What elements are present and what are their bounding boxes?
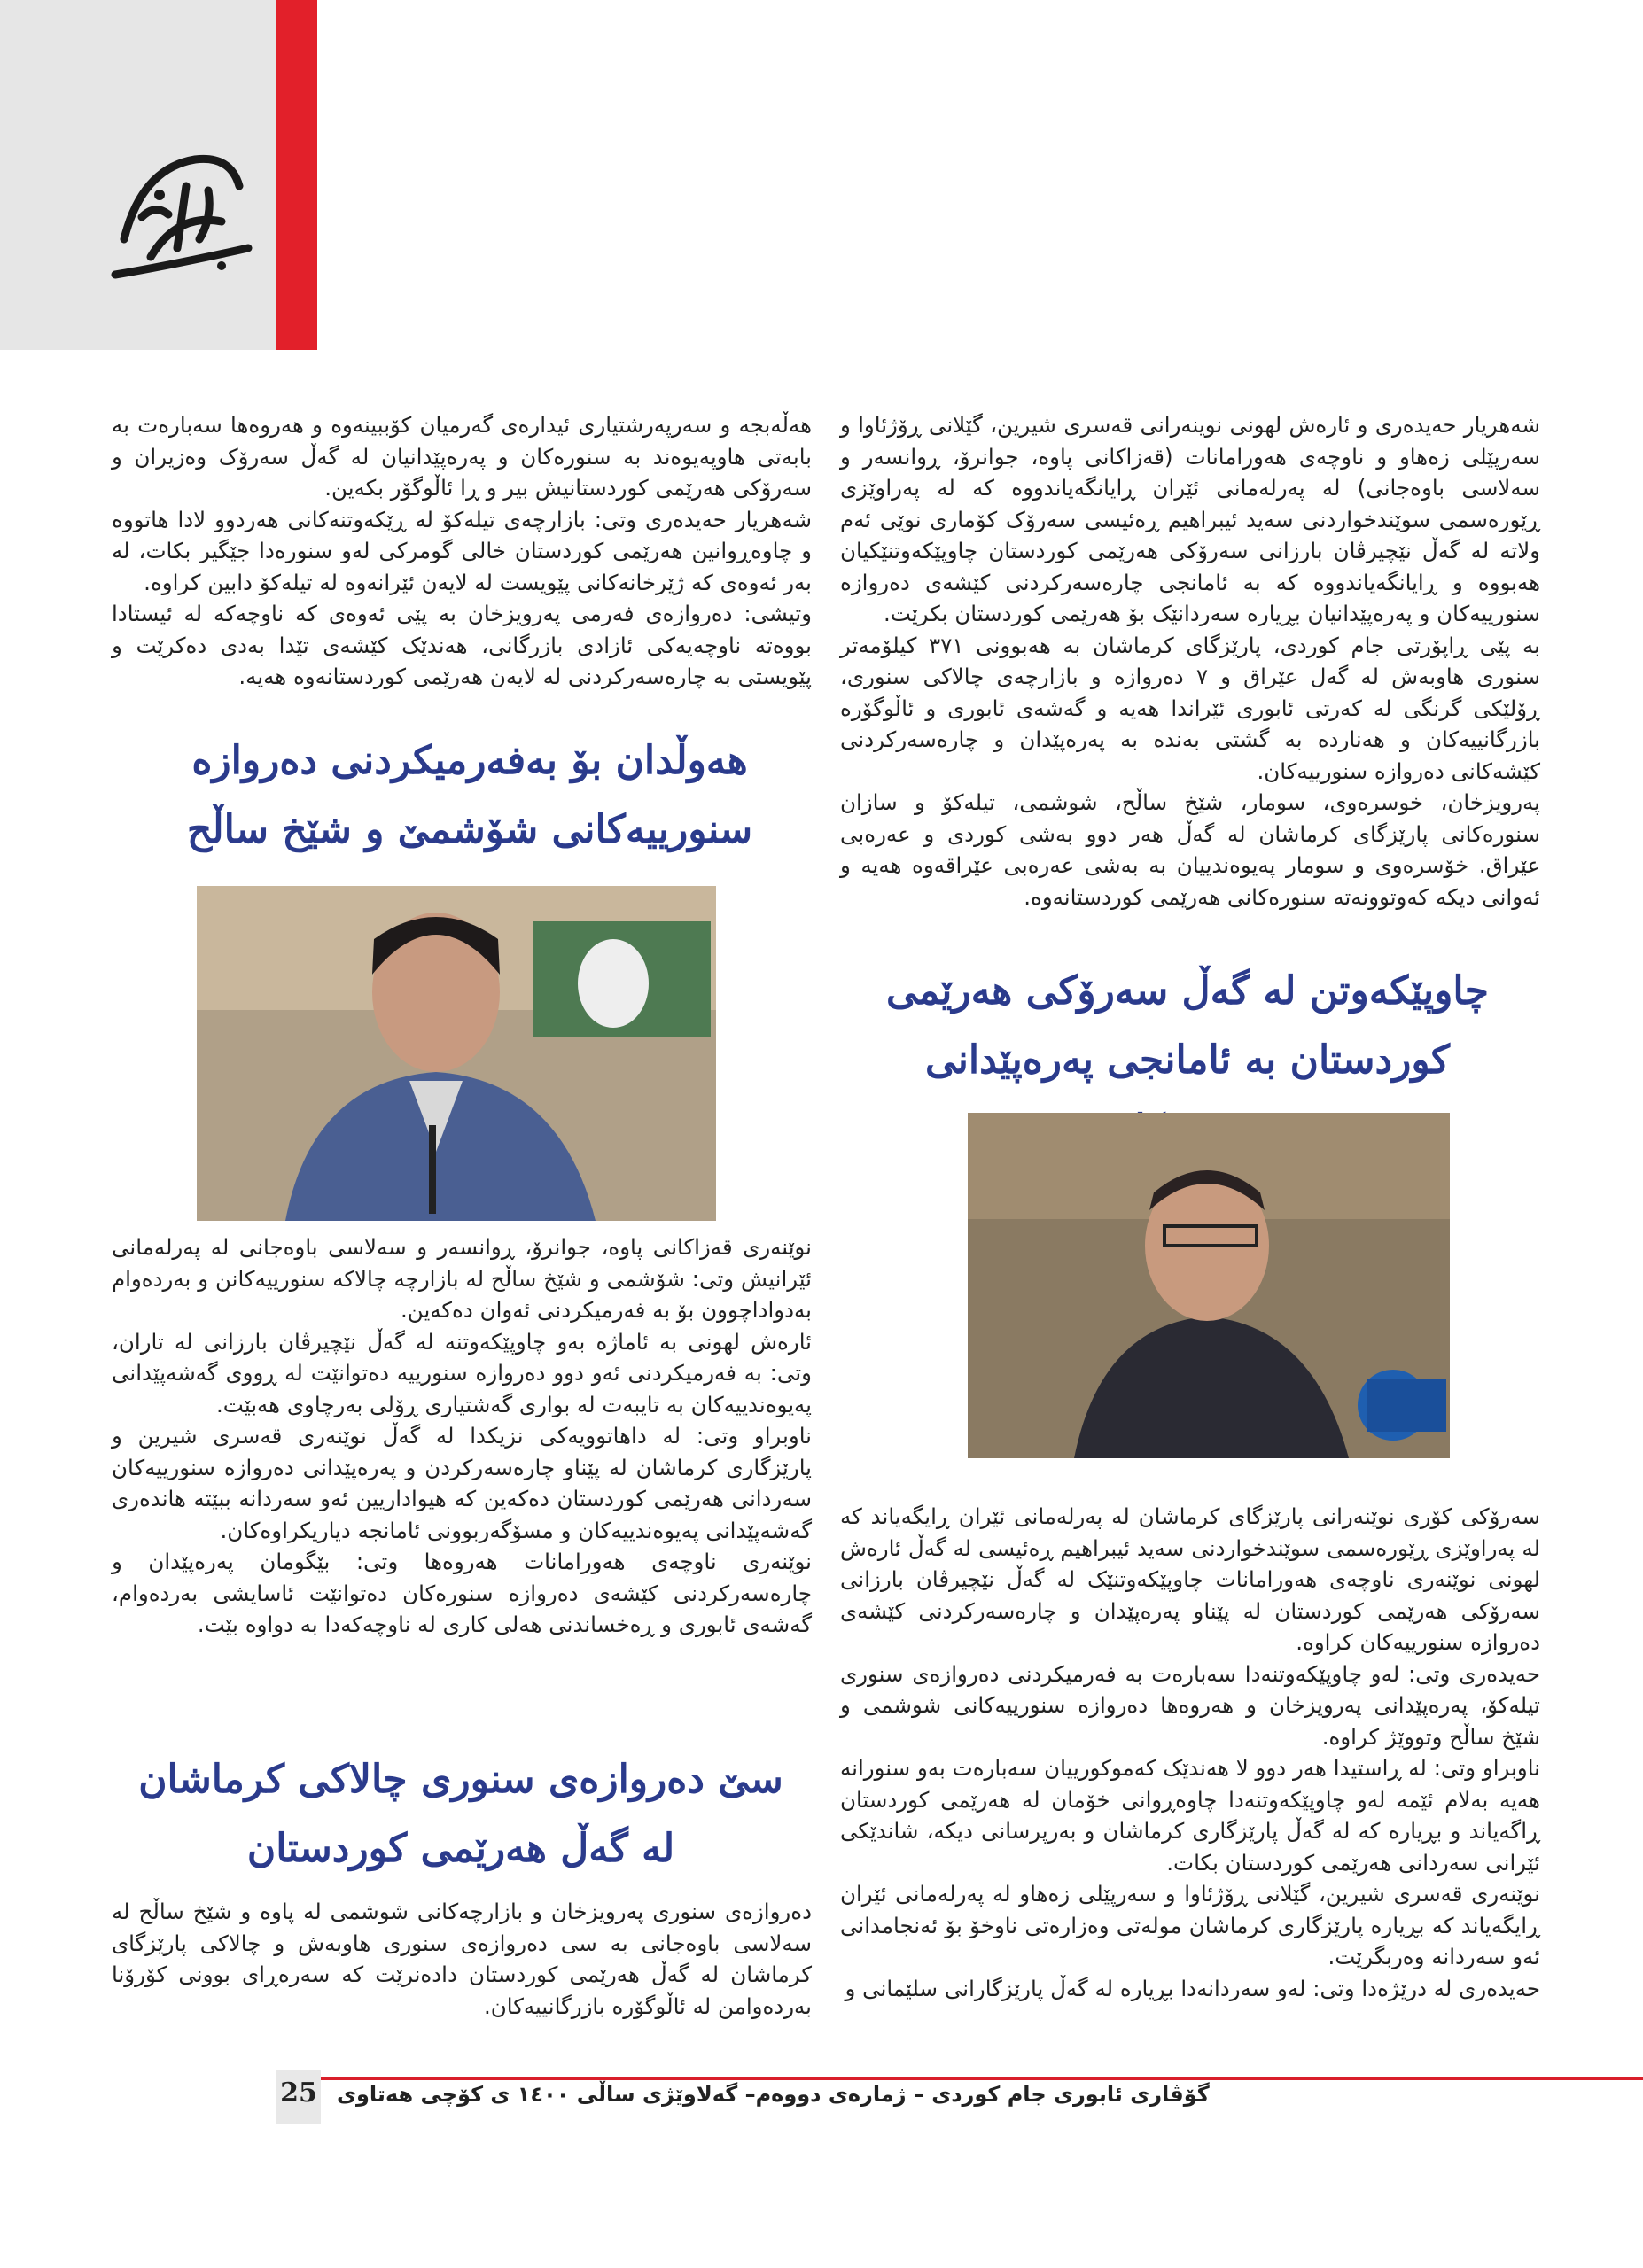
footer-rule [276,2077,1643,2080]
paragraph: حەیدەری وتی: لەو چاوپێکەوتنەدا سەبارەت بە فەرمیکردنی دەروازەی سنوری تیلەکۆ، پەرەپێدانی پەرویزخان و هەروەها دەروازە سنورییەکانی شوشمی و شێخ ساڵح وتووێژ کراوە. [840,1660,1540,1750]
jam-kurdi-logo [89,133,266,292]
left-article-column [112,409,812,693]
left-article-continuation [112,1231,812,1641]
left-section-heading-1: هەوڵدان بۆ بەفەرمیکردنی دەروازە سنورییەکانی شۆشمێ و شێخ ساڵح [186,738,753,852]
right-section-heading: چاوپێکەوتن لە گەڵ سەرۆکی هەرێمی کوردستان بە ئامانجی پەرەپێدانی [885,968,1489,1083]
left-article-final [112,1896,812,2022]
paragraph: بە پێی ڕاپۆرتی جام کوردی، پارێزگای کرماشان بە هەبوونی ٣٧١ کیلۆمەتر سنوری هاوبەش لە گەل عێراق و ٧ دەروازە و بازارچەی چالاکی سنوری، ڕۆلێکی گرنگی لە کەرتی ئابوری ئێراندا هەیە و گەشەی ئابوری و ئاڵوگۆرە بازرگانییەکان و هەناردە بە گشتی بەندە بە پەرەپێدان و چارەسەرکردنی کێشەکانی دەروازە سنورییەکان. [840,632,1540,784]
footer-magazine-info: گۆڤاری ئابوری جام کوردی – ژمارەی دووەم– گەلاوێژی ساڵی ١٤٠٠ ی کۆچی هەتاوی [337,2082,1210,2107]
left-section-heading-2: سێ دەروازەی سنوری چالاکی کرماشان لە گەڵ هەرێمی کوردستان [138,1757,783,1871]
paragraph: دەروازەی سنوری پەرویزخان و بازارچەکانی شوشمی لە پاوە و شێخ ساڵح لە سەلاسی باوەجانی بە سی دەروازەی سنوری هاوبەش و چالاکی پارێزگای کرماشان لە گەڵ هەرێمی کوردستان دادەنرێت کە سەرەڕای بوونی کۆرۆنا بەردەوامن لە ئاڵوگۆرە بازرگانییەکان. [112,1899,812,2019]
paragraph: ناوبراو وتی: لە ڕاستیدا هەر دوو لا هەندێک کەموکورییان سەبارەت بەو سنورانە هەیە بەلام ئێمە لەو چاوپێکەوتنەدا چاوەڕوانی خۆمان لە هەرێمی کوردستان ڕاگەیاند و بڕیارە کە لە گەڵ پارێزگاری کرماشان و بەرپرسانی دیکە، شاندێکی ئێرانی سەردانی هەرێمی کوردستان بکات. [840,1755,1540,1876]
paragraph: ناوبراو وتی: لە داهاتوویەکی نزیکدا لە گەڵ نوێنەری قەسری شیرین و پارێزگاری کرماشان لە پێناو چارەسەرکردن و پەرەپێدانی دەروازە سنورییەکان سەردانی هەرێمی کوردستان دەکەین کە هیواداریین ئەو سەردانە ببێتە هاندەری گەشەپێدانی پەیوەندییەکان و مسۆگەربوونی ئامانجە دیاریکراوەکان. [112,1423,812,1543]
paragraph: وتیشی: دەروازەی فەرمی پەرویزخان بە پێی ئەوەی کە ناوچەکە لە ئیستادا بووەتە ناوچەیەکی ئازادی بازرگانی، هەندێک کێشەی تێدا بەدی دەکرێت و پێویستی بە چارەسەرکردنی لە لایەن هەرێمی کوردستانەوە هەیە. [112,601,812,689]
paragraph: نوێنەری قەزاکانی پاوە، جوانرۆ، ڕوانسەر و سەلاسی باوەجانی لە پەرلەمانی ئێرانیش وتی: شۆشمی و شێخ ساڵح لە بازارچە چالاکە سنورییەکانن و بەردەوام بەدواداچوون بۆ بە فەرمیکردنی ئەوان دەکەین. [112,1234,812,1323]
paragraph: شەهریار حەیدەری و ئارەش لهونی نوینەرانی قەسری شیرین، گێلانی ڕۆژئاوا و سەرپێلی زەهاو و ناوچەی هەورامانات (قەزاکانی پاوە، جوانرۆ، ڕوانسەر و سەلاسی باوەجانی) لە پەرلەمانی ئێران ڕایانگەیاندووە کە لە پەراوێزی ڕێورەسمی سوێندخواردنی سەید ئیبراهیم ڕەئیسی سەرۆک کۆماری نوێی ئەم ولاتە لە گەڵ نێچیرڤان بارزانی سەرۆکی هەرێمی کوردستان چاوپێکەوتنێکیان هەبووە و ڕایانگەیاندووە کە بە ئامانجی چارەسەرکردنی کێشەی دەروازە سنورییەکان و پەرەپێدانیان بڕیارە سەردانێک بۆ هەرێمی کوردستان بکرێت. [840,412,1540,626]
paragraph: نوێنەری قەسری شیرین، گێلانی ڕۆژئاوا و سەرپێلی زەهاو لە پەرلەمانی ئێران ڕایگەیاند کە بڕیارە پارێزگاری کرماشان مولەتی وەزارەتی ناوخۆ بۆ ئەنجامدانی ئەو سەردانە وەربگرێت. [840,1881,1540,1969]
paragraph: هەڵەبجە و سەرپەرشتیاری ئیدارەی گەرمیان کۆببینەوە و هەروەها سەبارەت بە بابەتی هاوپەیوەند بە سنورەکان و پەرەپێدانیان لە گەڵ سەرۆک وەزیران و سەرۆکی هەرێمی کوردستانیش بیر و ڕا ئاڵوگۆر بکەین. [112,412,812,501]
paragraph: پەرویزخان، خوسرەوی، سومار، شێخ ساڵح، شوشمی، تیلەکۆ و سازان سنورەکانی پارێزگای کرماشان لە گەڵ هەر دوو بەشی کوردی و عەرەبی عێراق. خۆسرەوی و سومار پەیوەندییان بە بەشی عەرەبی عێراقەوە هەیە و ئەوانی دیکە کەوتوونەتە سنورەکانی هەرێمی کوردستانەوە. [840,789,1540,910]
paragraph: شەهریار حەیدەری وتی: بازارچەی تیلەکۆ لە ڕێکەوتنەکانی هەردوو لادا هاتووە و چاوەڕوانین هەرێمی کوردستان خالی گومرکی لەو سنورەدا جێگیر بکات، لە بەر ئەوەی کە ژێرخانەکانی پێویست لە لایەن ئێرانەوە لە تیلەکۆ دابین کراوە. [112,506,812,595]
parliament-member-photo [197,886,716,1221]
masthead-red-bar [276,0,317,350]
paragraph: سەرۆکی کۆری نوێنەرانی پارێزگای کرماشان لە پەرلەمانی ئێران ڕایگەیاند کە لە پەراوێزی ڕێورەسمی سوێندخواردنی سەید ئیبراهیم ڕەئیسی لە گەڵ ئارەش لهونی نوێنەری ناوچەی هەورامانات چاوپێکەوتنێک لە گەڵ نێچیرڤان بارزانی سەرۆکی هەرێمی کوردستان لە پێناو پەرەپێدان و چارەسەرکردنی کێشەی دەروازە سنورییەکان کراوە. [840,1503,1540,1655]
paragraph: ئارەش لهونی بە ئاماژە بەو چاوپێکەوتنە لە گەڵ نێچیرڤان بارزانی لە تاران، وتی: بە فەرمیکردنی ئەو دوو دەروازە سنورییە دەتوانێت لە ڕووی گەشەپێدانی پەیوەندییەکان بە تایبەت لە بواری گەشتیاری ڕۆلی بەرچاوی هەبێت. [112,1328,812,1418]
paragraph: حەیدەری لە درێژەدا وتی: لەو سەردانەدا بڕیارە لە گەڵ پارێزگارانی سلێمانی و [845,1975,1540,2001]
kurdistan-meeting-photo [968,1113,1450,1458]
page-number: 25 [280,2078,317,2109]
paragraph: نوێنەری ناوچەی هەورامانات هەروەها وتی: بێگومان پەرەپێدان و چارەسەرکردنی کێشەی دەروازە سنورەکان دەتوانێت ئاسایشی بەردەوام، گەشەی ئابوری و ڕەخساندنی هەلی کاری لە ناوچەکەدا بە دواوە بێت. [112,1549,812,1637]
right-article-continuation [840,1501,1540,2004]
right-article-column [840,409,1540,913]
